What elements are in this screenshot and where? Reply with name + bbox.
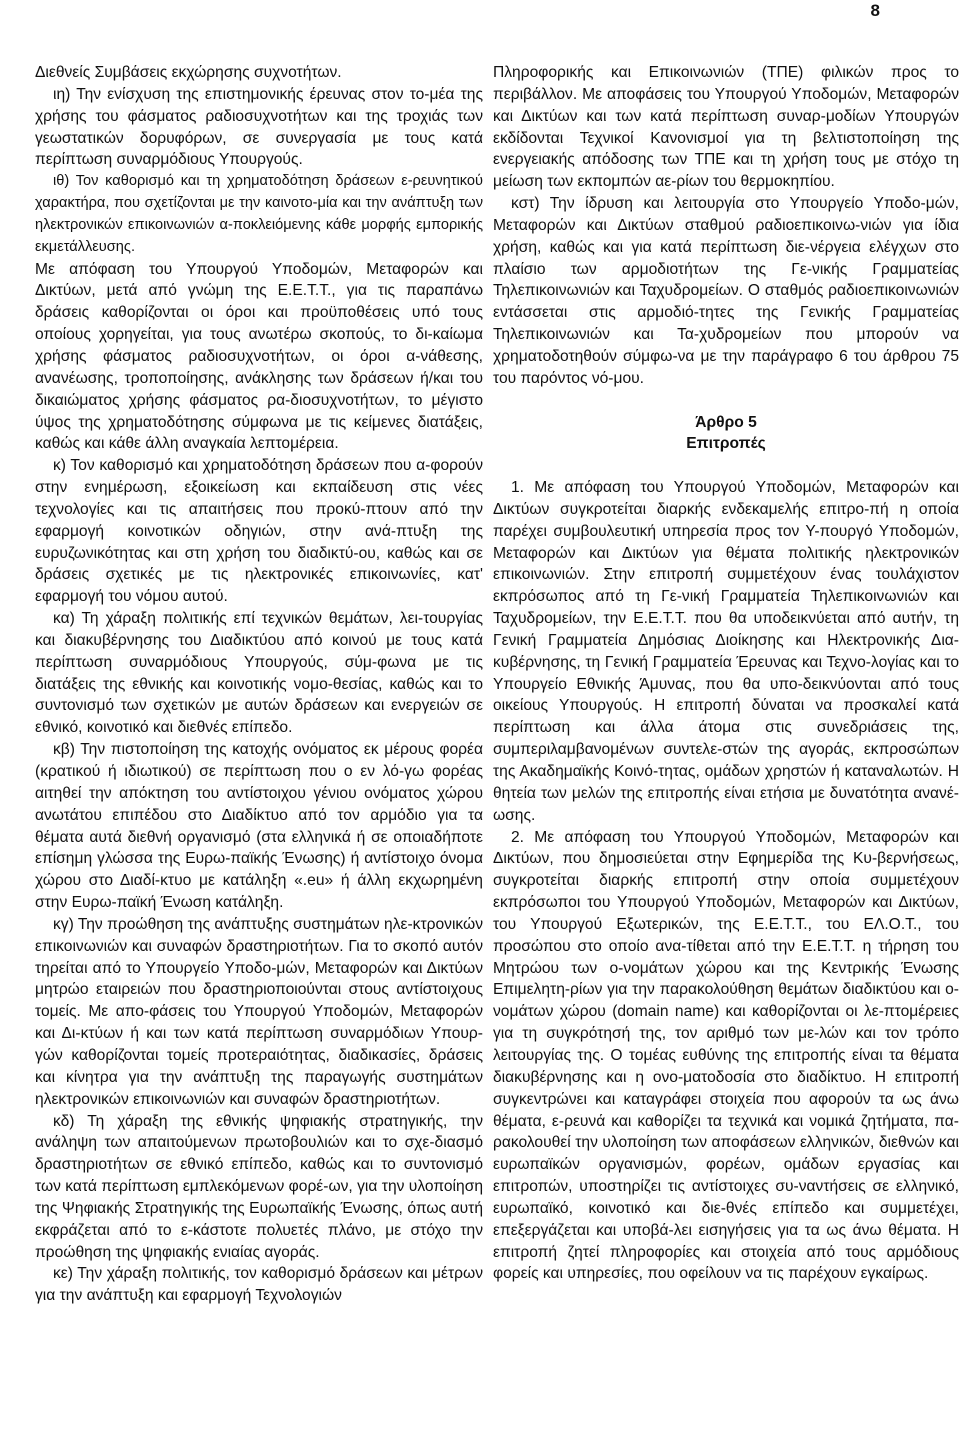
paragraph: Με απόφαση του Υπουργού Υποδομών, Μεταφορών και Δικτύων, μετά από γνώμη της Ε.Ε.Τ.Τ., για τις παραπάνω δράσεις καθορίζονται οι όροι και προϋποθέσεις υπό τους οποίους χορηγείται, για τους ανωτέρω σκοπούς, το δι-καίωμα χρήσης φάσματος ραδιοσυχνοτήτων, οι όροι α-νάθεσης, ανανέωσης, τροποποίησης, ανάκλησης των δράσεων ή/και του δικαιώματος χρήσης φάσματος ρα-διοσυχνοτήτων, το μέγιστο ύψος της χρηματοδότησης σύμφωνα με τις κείμενες διατάξεις, καθώς και κάθε άλλη αναγκαία λεπτομέρεια. [35, 260, 483, 453]
paragraph: κβ) Την πιστοποίηση της κατοχής ονόματος εκ μέρους φορέα (κρατικού ή ιδιωτικού) σε περίπτωση που ο εν λό-γω φορέας αιτηθεί την απόκτηση του αντίστοιχου γένιου ονόματος χώρου ανωτάτου επιπέδου στο Διαδίκτυο από τον αρμόδιο για τα θέματα αυτά διεθνή οργανισμό (στα ελληνικά ή σε οποιαδήποτε επίσημη γλώσσα της Ευρω-παϊκής Ένωσης) ή αντίστοιχο όνομα χώρου στο Διαδί-κτυο με κατάληξη «.eu» ή άλλη εκχωρημένη στην Ευρω-παϊκή Ένωση κατάληξη. [35, 741, 483, 912]
spacer [493, 455, 959, 477]
article-title: Επιτροπές [686, 435, 766, 453]
right-column [493, 62, 959, 1285]
paragraph: κα) Τη χάραξη πολιτικής επί τεχνικών θεμάτων, λει-τουργίας και διακυβέρνησης του Διαδικτύου από κοινού με τους κατά περίπτωση συναρμόδιους Υπουργούς, σύμ-φωνα με τις διατάξεις της εθνικής και κοινοτικής νομο-θεσίας, καθώς και το συντονισμό των σχετικών με αυτών δράσεων και ενεργειών σε εθνικό, κοινοτικό και διεθνές επίπεδο. [35, 610, 483, 737]
paragraph: κ) Τον καθορισμό και χρηματοδότηση δράσεων που α-φορούν στην ενημέρωση, εξοικείωση και εκπαίδευση στις νέες τεχνολογίες και τις απαιτήσεις που προκύ-πτουν από την εφαρμογή κοινοτικών οδηγιών, στην ανά-πτυξη της ευρυζωνικότητας και στη χρήση του διαδικτύ-ου, καθώς και σε δράσεις σχετικές με τις ηλεκτρονικές επικοινωνίες, κατ' εφαρμογή του νόμου αυτού. [35, 457, 483, 606]
article-number: Άρθρο 5 [695, 413, 757, 431]
paragraph: κστ) Την ίδρυση και λειτουργία στο Υπουργείο Υποδο-μών, Μεταφορών και Δικτύων σταθμού ραδιοεπικοινω-νιών για ίδια χρήση, καθώς και για κατά περίπτωση διε-νέργεια ελέγχων στο πλαίσιο των αρμοδιοτήτων της Γε-νικής Γραμματείας Τηλεπικοινωνιών και Ταχυδρομείων. Ο σταθμός ραδιοεπικοινωνιών εντάσσεται στις αρμοδιό-τητες της Γενικής Γραμματείας Τηλεπικοινωνιών και Τα-χυδρομείων που μπορούν να χρηματοδοτηθούν σύμφω-να με την παράγραφο 6 του άρθρου 75 του παρόντος νό-μου. [493, 195, 959, 387]
paragraph: Διεθνείς Συμβάσεις εκχώρησης συχνοτήτων. [35, 64, 342, 81]
paragraph: κε) Την χάραξη πολιτικής, τον καθορισμό δράσεων και μέτρων για την ανάπτυξη και εφαρμογή Τεχνολογιών [35, 1265, 483, 1305]
paragraph: ιη) Την ενίσχυση της επιστημονικής έρευνας στον το-μέα της χρήσης του φάσματος ραδιοσυχνοτήτων και της τροχιάς των γεωστατικών δορυφόρων, σε συνεργασία με τους κατά περίπτωση συναρμόδιους Υπουργούς. [35, 85, 483, 169]
paragraph: κγ) Την προώθηση της ανάπτυξης συστημάτων ηλε-κτρονικών επικοινωνιών και συναφών δραστηριοτήτων. Για το σκοπό αυτόν τηρείται από το Υπουργείο Υποδο-μών, Μεταφορών και Δικτύων μητρώο εταιρειών που δραστηριοποιούνται στους αντίστοιχους τομείς. Με απο-φάσεις του Υπουργού Υποδομών, Μεταφορών και Δι-κτύων ή και των κατά περίπτωση συναρμόδιων Υπουρ-γών καθορίζονται τομείς προτεραιότητας, διαδικασίες, δράσεις και κίνητρα για την ανάπτυξη της παραγωγής συστημάτων ηλεκτρονικών επικοινωνιών και συναφών δραστηριοτήτων. [35, 915, 483, 1108]
page-number: 8 [870, 1, 880, 20]
paragraph: 2. Με απόφαση του Υπουργού Υποδομών, Μεταφορών και Δικτύων, που δημοσιεύεται στην Εφημερίδα της Κυ-βερνήσεως, συγκροτείται διαρκής επιτροπή στην οποία συμμετέχουν εκπρόσωποι του Υπουργού Υποδομών, Μεταφορών και Δικτύων, του Υπουργού Εξωτερικών, της Ε.Ε.Τ.Τ., του ΕΛ.Ο.Τ., του προσώπου στο οποίο ανα-τίθεται από την Ε.Ε.Τ.Τ. η τήρηση του Μητρώου των ο-νομάτων χώρου και της Κεντρικής Ένωσης Επιμελητη-ρίων για την παρακολούθηση θεμάτων διαδικτύου και ο-νομάτων χώρου (domain name) και καθορίζονται οι λε-πτομέρειες για τη συγκρότησή της, τον αριθμό των με-λών και τον τρόπο λειτουργίας της. Ο τομέας ευθύνης της επιτροπής είναι τα θέματα διακυβέρνησης και η ονο-ματοδοσία στο διαδίκτυο. Η επιτροπή συγκεντρώνει και καταγράφει στοιχεία που αφορούν τα ως άνω θέματα, ε-ρευνά και καθορίζει τα τεχνικά και νομικά ζητήματα, πα-ρακολουθεί την υλοποίηση των αποφάσεων ελληνικών, διεθνών και ευρωπαϊκών οργανισμών, φορέων, ομάδων εργασίας και επιτροπών, υποστηρίζει τις αντίστοιχες συ-ναντήσεις σε ελληνικό, ευρωπαϊκό, κοινοτικό και διε-θνές επίπεδο και συμμετέχει, επεξεργάζεται και υποβά-λει εισηγήσεις για τα ως άνω θέματα. Η επιτροπή ζητεί πληροφορίες και στοιχεία από τους αρμόδιους φορείς και υπηρεσίες, που οφείλουν να τις παρέχουν εγκαίρως. [493, 828, 959, 1283]
paragraph: κδ) Τη χάραξη της εθνικής ψηφιακής στρατηγικής, την ανάληψη των απαιτούμενων πρωτοβουλιών και το σχε-διασμό δραστηριοτήτων σε εθνικό επίπεδο, καθώς και το συντονισμό των κατά περίπτωση εμπλεκόμενων φορέ-ων, για την υλοποίηση της Ψηφιακής Στρατηγικής της Ευρωπαϊκής Ένωσης, όπως αυτή εκφράζεται από το ε-κάστοτε πολυετές πλάνο, με στόχο την προώθηση της ψηφιακής ενιαίας αγοράς. [35, 1112, 483, 1261]
paragraph: 1. Με απόφαση του Υπουργού Υποδομών, Μεταφορών και Δικτύων συγκροτείται διαρκής ενδεκαμελής επιτρο-πή η οποία παρέχει συμβουλευτική υπηρεσία προς τον Υ-πουργό Υποδομών, Μεταφορών και Δικτύων για θέματα πολιτικής ηλεκτρονικών επικοινωνιών. Στην επιτροπή συμμετέχουν ένας τουλάχιστον εκπρόσωπος από τη Γε-νική Γραμματεία Τηλεπικοινωνιών και Ταχυδρομείων, την Ε.Ε.Τ.Τ. που θα υποδεικνύεται από αυτήν, τη Γενική Γραμματεία Δημόσιας Διοίκησης και Ηλεκτρονικής Δια-κυβέρνησης, τη Γενική Γραμματεία Έρευνας και Τεχνο-λογίας και το Υπουργείο Εθνικής Άμυνας, που θα υπο-δεικνύονται από τους οικείους Υπουργούς. Η επιτροπή δύναται να προσκαλεί κατά περίπτωση και άλλα άτομα στις συνεδριάσεις της, συμπεριλαμβανομένων συντελε-στών της αγοράς, εκπροσώπων της Ακαδημαϊκής Κοινό-τητας, ομάδων χρηστών ή καταναλωτών. Η θητεία των μελών της επιτροπής είναι ετήσια με δυνατότητα ανανέ-ωσης. [493, 479, 959, 824]
paragraph: ιθ) Τον καθορισμό και τη χρηματοδότηση δράσεων ε-ρευνητικού χαρακτήρα, που σχετίζονται με την καινοτο-μία και την ανάπτυξη των ηλεκτρονικών επικοινωνιών α-ποκλειόμενης κάθε μορφής εμπορικής εκμετάλλευσης. [35, 173, 483, 255]
left-column [35, 62, 483, 1307]
spacer [493, 390, 959, 412]
paragraph: Πληροφορικής και Επικοινωνιών (ΤΠΕ) φιλικών προς το περιβάλλον. Με αποφάσεις του Υπουργού Υποδομών, Μεταφορών και Δικτύων και των κατά περίπτωση συναρ-μοδίων Υπουργών εκδίδονται Τεχνικοί Κανονισμοί για τη βελτιστοποίηση της ενεργειακής απόδοσης των ΤΠΕ και τη χρήση τους με στόχο τη μείωση των εκπομπών αε-ρίων του θερμοκηπίου. [493, 64, 959, 191]
